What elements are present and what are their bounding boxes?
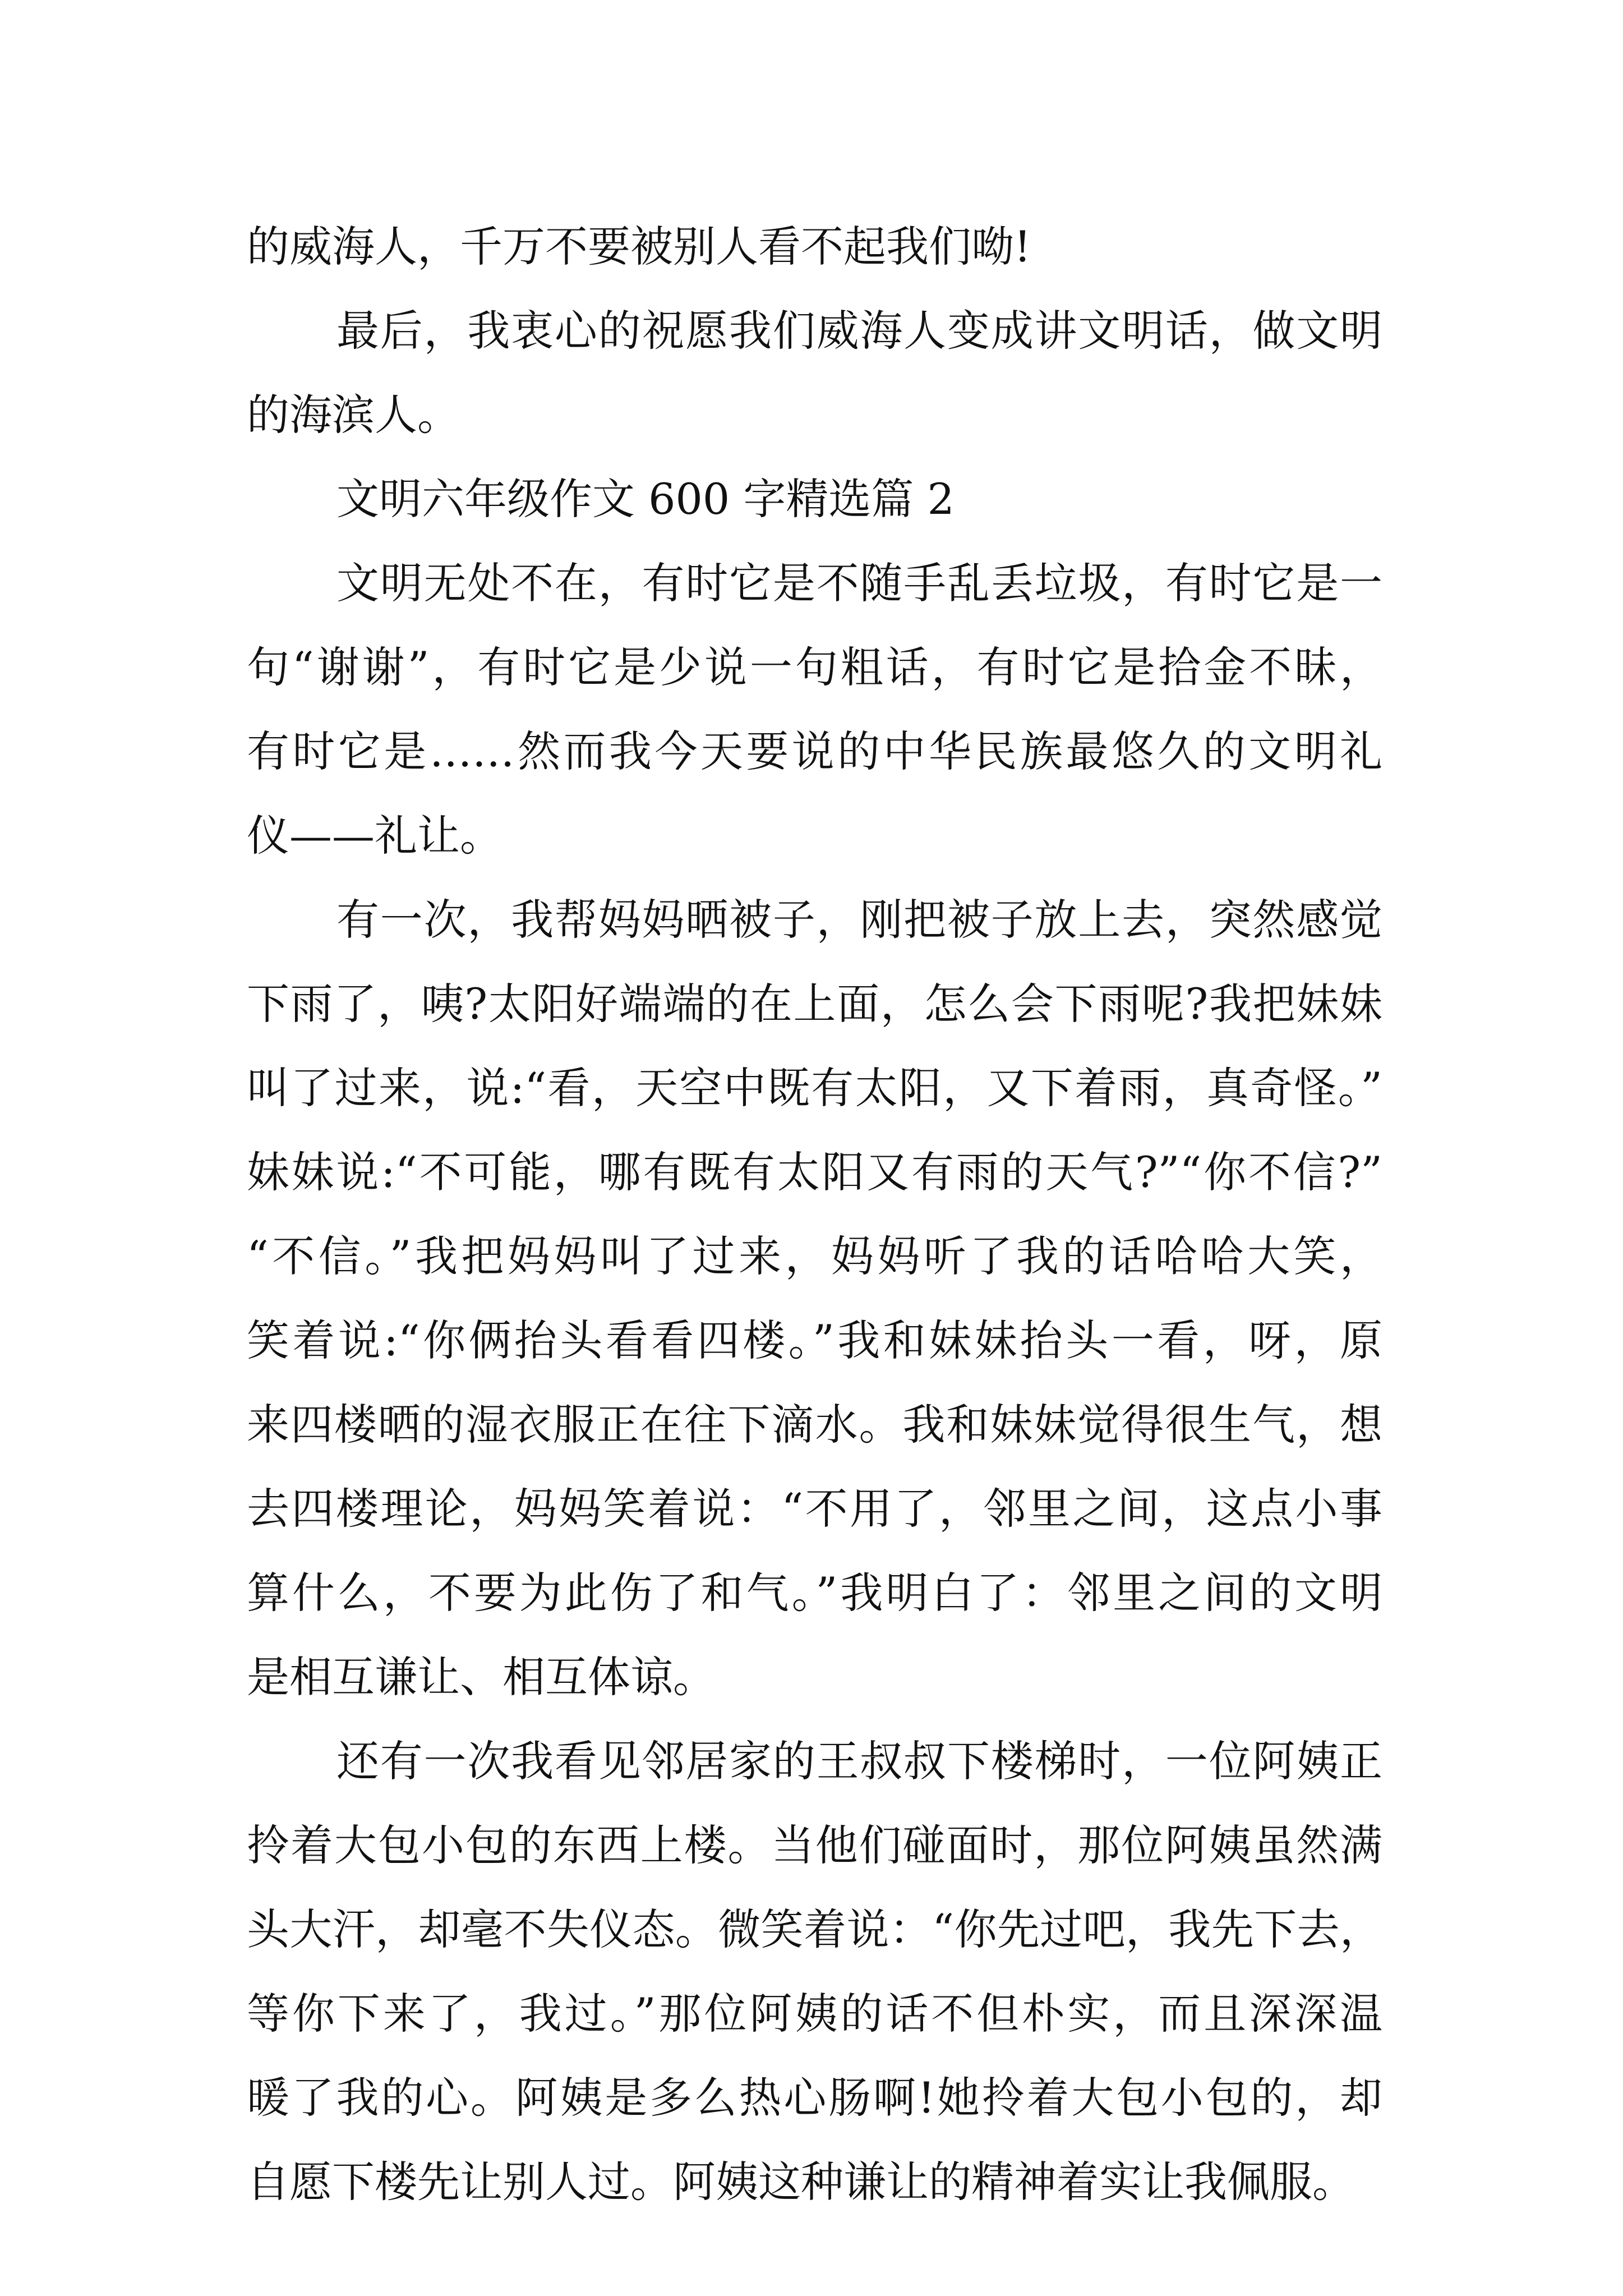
text-line: 等你下来了，我过。”那位阿姨的话不但朴实，而且深深温 [247,1989,1382,2039]
text-line: 有一次，我帮妈妈晒被子，刚把被子放上去，突然感觉 [336,895,1382,945]
text-line: 算什么，不要为此伤了和气。”我明白了：邻里之间的文明 [247,1568,1382,1618]
text-line: 文明六年级作文 600 字精选篇 2 [336,474,955,524]
text-line: 句“谢谢”，有时它是少说一句粗话，有时它是拾金不昧， [247,642,1382,692]
text-line: 仪——礼让。 [247,811,502,861]
text-line: 头大汗，却毫不失仪态。微笑着说：“你先过吧，我先下去， [247,1904,1382,1954]
document-body [247,205,1382,2224]
text-line: 下雨了，咦?太阳好端端的在上面，怎么会下雨呢?我把妹妹 [247,979,1382,1029]
text-line: 来四楼晒的湿衣服正在往下滴水。我和妹妹觉得很生气，想 [247,1400,1382,1450]
paragraph [247,289,1382,457]
text-line: 是相互谦让、相互体谅。 [247,1652,716,1702]
text-line: 自愿下楼先让别人过。阿姨这种谦让的精神着实让我佩服。 [247,2157,1355,2207]
paragraph [247,541,1382,878]
text-line: “不信。”我把妈妈叫了过来，妈妈听了我的话哈哈大笑， [247,1231,1382,1281]
paragraph [247,878,1382,1719]
paragraph [247,205,1382,289]
section-heading [247,457,1382,541]
text-line: 的威海人，千万不要被别人看不起我们呦! [247,222,1031,272]
text-line: 妹妹说:“不可能，哪有既有太阳又有雨的天气?”“你不信?” [247,1147,1382,1197]
text-line: 最后，我衷心的祝愿我们威海人变成讲文明话，做文明 [336,306,1382,356]
text-line: 有时它是……然而我今天要说的中华民族最悠久的文明礼 [247,726,1382,776]
text-line: 的海滨人。 [247,390,460,440]
text-line: 笑着说:“你俩抬头看看四楼。”我和妹妹抬头一看，呀，原 [247,1315,1382,1365]
text-line: 文明无处不在，有时它是不随手乱丢垃圾，有时它是一 [336,558,1382,608]
text-line: 去四楼理论，妈妈笑着说：“不用了，邻里之间，这点小事 [247,1484,1382,1534]
text-line: 叫了过来，说:“看，天空中既有太阳，又下着雨，真奇怪。” [247,1063,1382,1113]
text-line: 还有一次我看见邻居家的王叔叔下楼梯时，一位阿姨正 [336,1736,1382,1786]
text-line: 拎着大包小包的东西上楼。当他们碰面时，那位阿姨虽然满 [247,1820,1382,1870]
text-line: 暖了我的心。阿姨是多么热心肠啊!她拎着大包小包的，却 [247,2073,1382,2123]
paragraph [247,1719,1382,2224]
